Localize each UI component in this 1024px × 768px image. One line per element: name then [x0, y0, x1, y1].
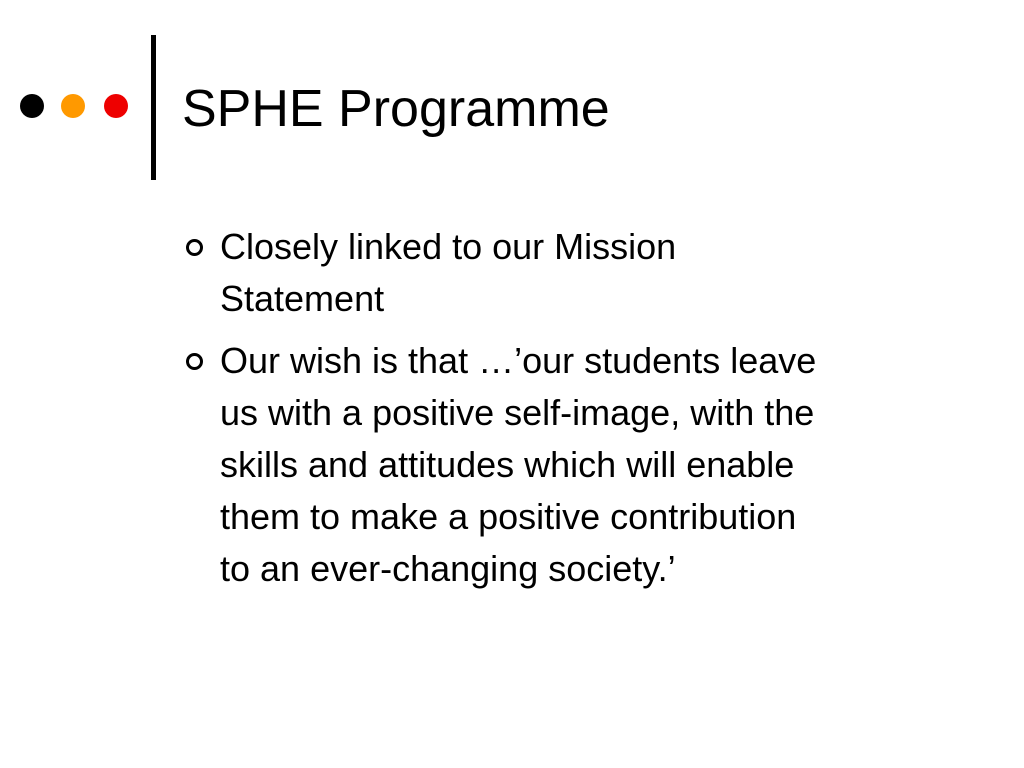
bullet-line: Closely linked to our Mission [220, 226, 677, 267]
bullet-list [182, 221, 952, 605]
red-dot-icon [104, 94, 128, 118]
vertical-divider [151, 35, 156, 180]
bullet-line: Our wish is that …’our students leave [220, 340, 817, 381]
bullet-line: Statement [220, 278, 385, 319]
bullet-line: us with a positive self-image, with the [220, 392, 815, 433]
bullet-line: to an ever-changing society.’ [220, 548, 676, 589]
bullet-line: them to make a positive contribution [220, 496, 797, 537]
decorative-dots [0, 0, 140, 200]
bullet-item [182, 335, 952, 595]
bullet-item [182, 221, 952, 325]
hollow-circle-bullet-icon [186, 353, 203, 370]
orange-dot-icon [61, 94, 85, 118]
slide-title: SPHE Programme [182, 80, 610, 138]
bullet-line: skills and attitudes which will enable [220, 444, 795, 485]
black-dot-icon [20, 94, 44, 118]
hollow-circle-bullet-icon [186, 239, 203, 256]
